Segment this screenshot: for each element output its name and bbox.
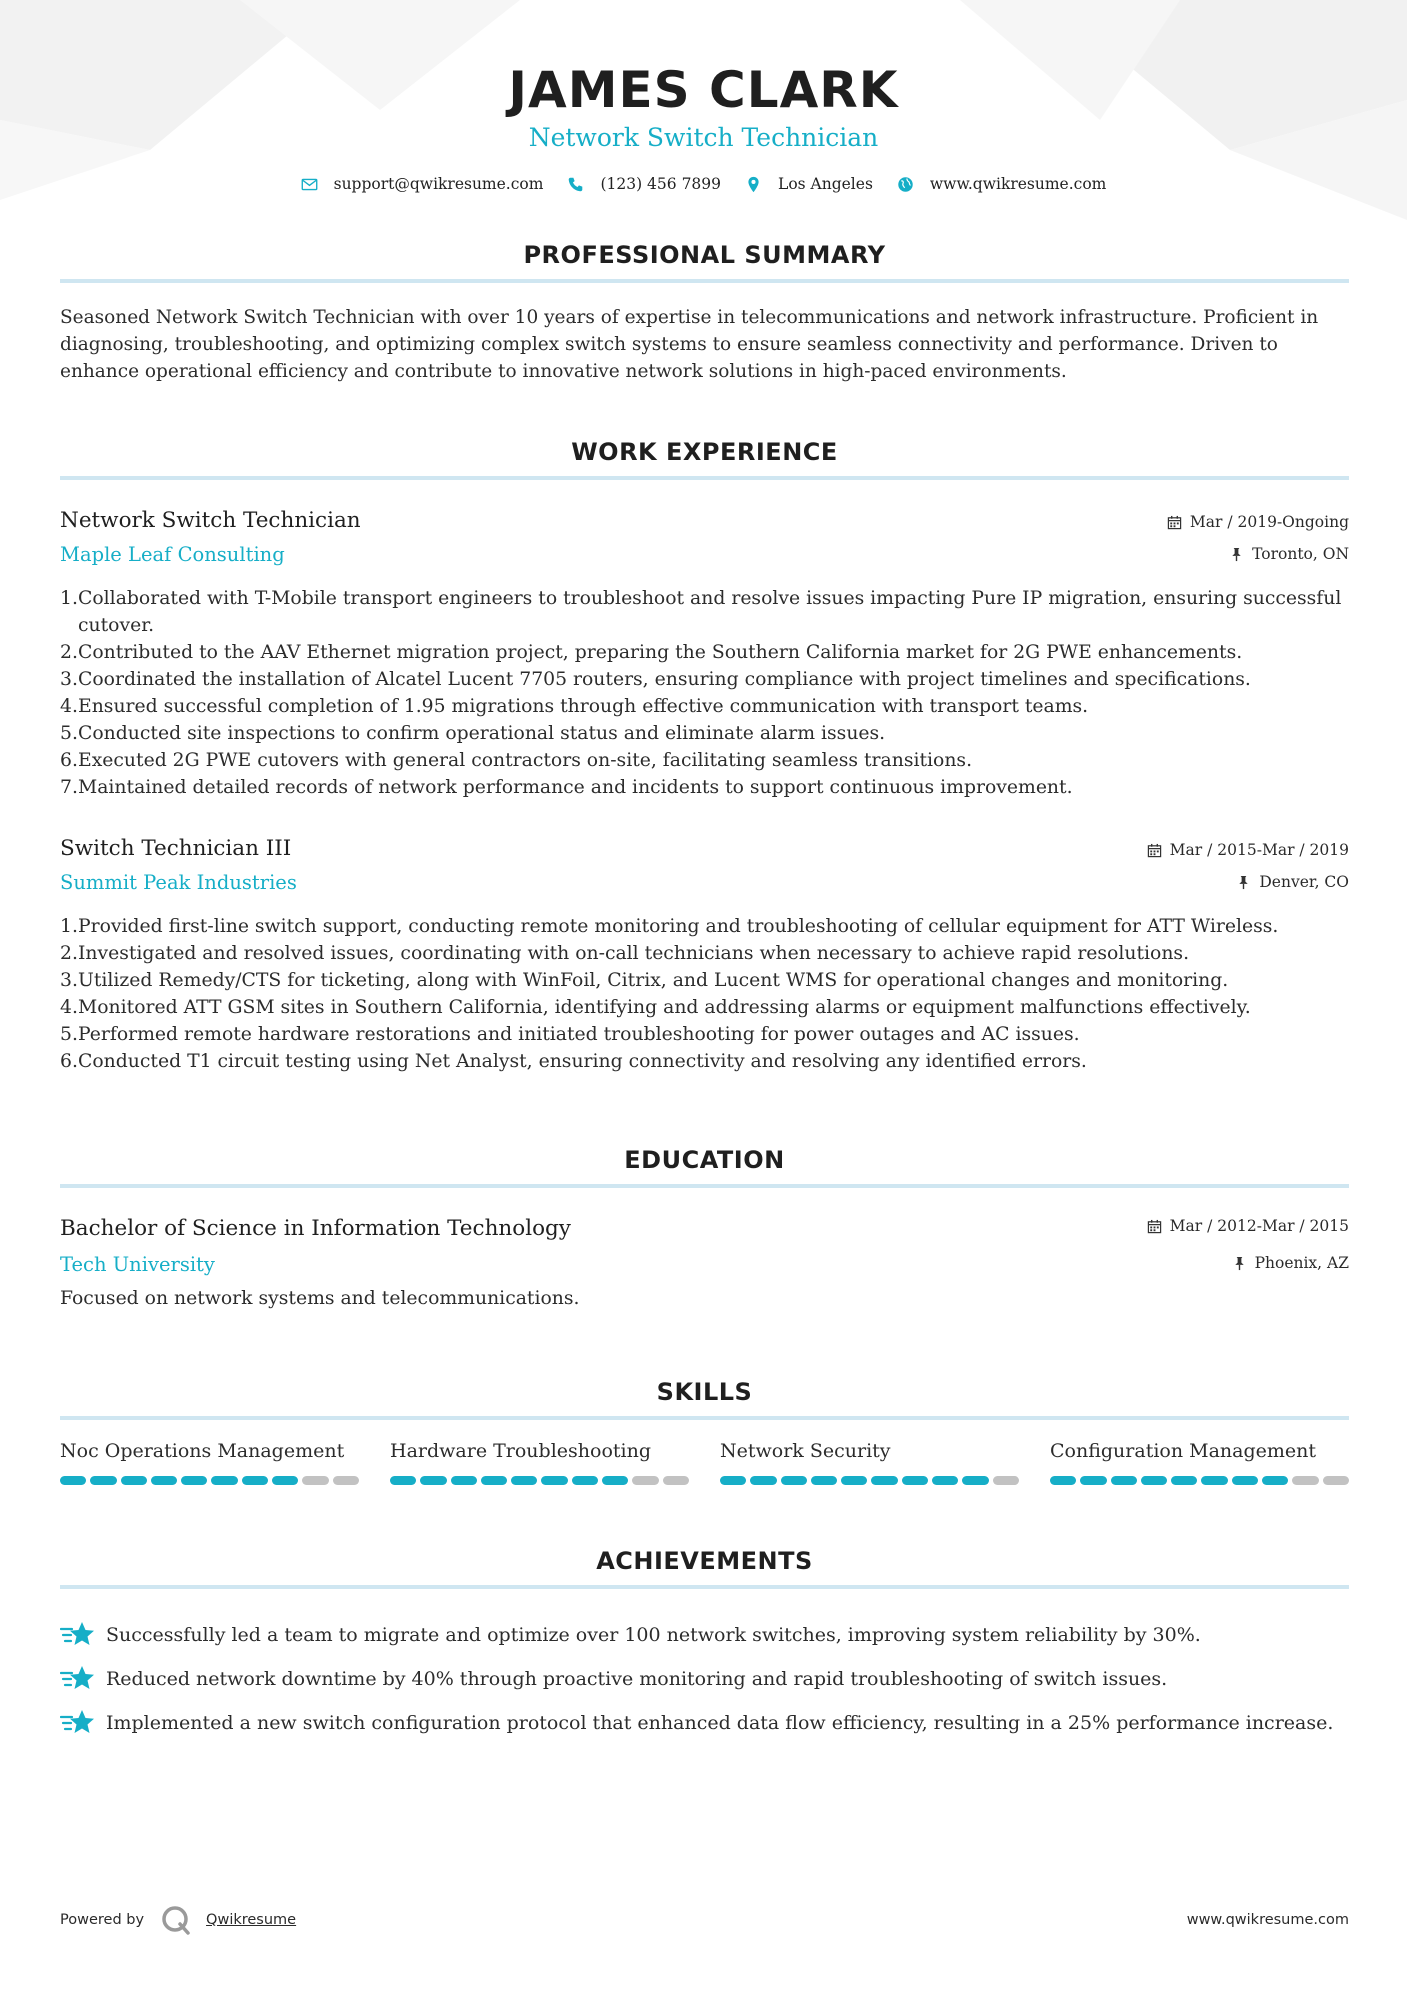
globe-icon — [897, 176, 914, 193]
skill-segment-filled — [902, 1476, 928, 1485]
skill-segment-filled — [181, 1476, 207, 1485]
skill-item — [720, 1438, 1019, 1485]
job-title: Switch Technician III — [60, 836, 292, 861]
envelope-icon — [301, 176, 318, 193]
qwikresume-logo-icon — [160, 1904, 192, 1936]
list-item: 5. Conducted site inspections to confirm operational status and eliminate alarm issues. — [60, 723, 886, 744]
skill-item — [1050, 1438, 1349, 1485]
summary-divider — [60, 279, 1349, 283]
list-item: 1. Provided first-line switch support, conducting remote monitoring and troubleshooting of cellular equipment for ATT Wireless. — [60, 916, 1279, 937]
skill-segment-filled — [602, 1476, 628, 1485]
footer-website[interactable]: www.qwikresume.com — [1186, 1912, 1349, 1928]
list-item: 4. Monitored ATT GSM sites in Southern California, identifying and addressing alarms or equipment malfunctions effectively. — [60, 997, 1251, 1018]
skill-segment-filled — [1171, 1476, 1197, 1485]
skill-segment-filled — [932, 1476, 958, 1485]
list-item: 2. Contributed to the AAV Ethernet migration project, preparing the Southern California market for 2G PWE enhancements. — [60, 642, 1243, 663]
achievements-divider — [60, 1585, 1349, 1589]
skill-item — [60, 1438, 359, 1485]
powered-by — [60, 1904, 296, 1936]
skill-segment-filled — [151, 1476, 177, 1485]
education-section — [60, 1145, 1349, 1188]
list-item: 6. Executed 2G PWE cutovers with general contractors on-site, facilitating seamless transitions. — [60, 750, 973, 771]
skill-segment-filled — [451, 1476, 477, 1485]
achievement-text: Reduced network downtime by 40% through proactive monitoring and rapid troubleshooting of switch issues. — [106, 1668, 1168, 1690]
achievements-list — [60, 1613, 1349, 1745]
skill-segment-filled — [541, 1476, 567, 1485]
skills-list — [60, 1438, 1349, 1485]
job-date — [1167, 513, 1349, 531]
job-header — [60, 507, 1349, 567]
skill-segment-empty — [1292, 1476, 1318, 1485]
education-location — [1232, 1254, 1349, 1272]
skill-segment-filled — [572, 1476, 598, 1485]
skill-segment-empty — [663, 1476, 689, 1485]
skill-segment-empty — [632, 1476, 658, 1485]
achievement-item — [60, 1613, 1349, 1657]
job-company: Maple Leaf Consulting — [60, 543, 285, 566]
list-item: 5. Performed remote hardware restorations and initiated troubleshooting for power outages and AC issues. — [60, 1024, 1080, 1045]
skill-segment-filled — [420, 1476, 446, 1485]
calendar-icon — [1147, 843, 1162, 858]
powered-by-label: Powered by — [60, 1912, 145, 1928]
candidate-name: JAMES CLARK — [508, 61, 899, 119]
contact-website[interactable] — [897, 175, 1106, 193]
job-header — [60, 835, 1349, 895]
shooting-star-icon — [60, 1708, 94, 1738]
achievement-text: Implemented a new switch configuration protocol that enhanced data flow efficiency, resulting in a 25% performance increase. — [106, 1712, 1334, 1734]
summary-section — [60, 240, 1349, 385]
skill-level-bar — [60, 1476, 359, 1485]
skill-segment-filled — [390, 1476, 416, 1485]
education-header — [60, 1215, 1349, 1279]
list-item: 1. Collaborated with T-Mobile transport engineers to troubleshoot and resolve issues impacting Pure IP migration, ensuring successful cutover. — [60, 588, 1342, 636]
list-item: 2. Investigated and resolved issues, coordinating with on-call technicians when necessary to achieve rapid resolutions. — [60, 943, 1190, 964]
skill-segment-filled — [962, 1476, 988, 1485]
contact-website-text: www.qwikresume.com — [929, 175, 1107, 193]
skill-segment-filled — [1262, 1476, 1288, 1485]
experience-section — [60, 437, 1349, 480]
skill-segment-filled — [720, 1476, 746, 1485]
skill-segment-filled — [1201, 1476, 1227, 1485]
achievement-item — [60, 1657, 1349, 1701]
list-item: 3. Utilized Remedy/CTS for ticketing, along with WinFoil, Citrix, and Lucent WMS for operational changes and monitoring. — [60, 970, 1229, 991]
experience-divider — [60, 476, 1349, 480]
summary-text: Seasoned Network Switch Technician with over 10 years of expertise in telecommunications and network infrastructure. Proficient in diagnosing, troubleshooting, and optimizing complex switch systems to ensure seamless connectivity and performance. Driven to enhance operational efficiency and contribute to innovative network solutions in high-paced environments. — [60, 307, 1319, 382]
education-date-text: Mar / 2012-Mar / 2015 — [1169, 1217, 1349, 1235]
shooting-star-icon — [60, 1620, 94, 1650]
summary-heading: PROFESSIONAL SUMMARY — [523, 241, 886, 269]
job-responsibilities — [60, 913, 1349, 1075]
achievement-text: Successfully led a team to migrate and optimize over 100 network switches, improving system reliability by 30%. — [106, 1624, 1201, 1646]
job-location — [1236, 873, 1349, 891]
skill-segment-filled — [511, 1476, 537, 1485]
skill-segment-filled — [750, 1476, 776, 1485]
skill-segment-filled — [871, 1476, 897, 1485]
pushpin-icon — [1236, 875, 1251, 890]
job-date-text: Mar / 2015-Mar / 2019 — [1169, 841, 1349, 859]
list-item: 7. Maintained detailed records of network performance and incidents to support continuous improvement. — [60, 777, 1073, 798]
contact-phone-text: (123) 456 7899 — [600, 175, 722, 193]
skill-segment-filled — [1232, 1476, 1258, 1485]
skill-segment-filled — [90, 1476, 116, 1485]
skill-level-bar — [1050, 1476, 1349, 1485]
skill-segment-filled — [60, 1476, 86, 1485]
skill-segment-filled — [1111, 1476, 1137, 1485]
job-title: Network Switch Technician — [60, 508, 361, 533]
resume-header — [0, 0, 1407, 193]
education-divider — [60, 1184, 1349, 1188]
achievement-item — [60, 1701, 1349, 1745]
skill-segment-filled — [1050, 1476, 1076, 1485]
degree-title: Bachelor of Science in Information Technology — [60, 1216, 571, 1241]
education-entry — [60, 1215, 1349, 1312]
calendar-icon — [1167, 515, 1182, 530]
job-entry — [60, 507, 1349, 801]
skill-segment-empty — [333, 1476, 359, 1485]
skill-segment-filled — [481, 1476, 507, 1485]
skill-segment-empty — [302, 1476, 328, 1485]
skill-name: Network Security — [720, 1440, 891, 1462]
job-location-text: Toronto, ON — [1252, 545, 1349, 563]
skill-segment-filled — [272, 1476, 298, 1485]
skills-section — [60, 1377, 1349, 1485]
skill-segment-filled — [1141, 1476, 1167, 1485]
skills-heading: SKILLS — [656, 1378, 753, 1406]
skill-segment-filled — [242, 1476, 268, 1485]
page-footer — [60, 1900, 1349, 1940]
skill-name: Hardware Troubleshooting — [390, 1440, 651, 1462]
skill-name: Configuration Management — [1050, 1440, 1317, 1462]
candidate-title: Network Switch Technician — [528, 123, 879, 152]
skill-name: Noc Operations Management — [60, 1440, 345, 1462]
list-item: 4. Ensured successful completion of 1.95 migrations through effective communication with transport teams. — [60, 696, 1089, 717]
calendar-icon — [1147, 1219, 1162, 1234]
contact-phone[interactable] — [567, 175, 721, 193]
pushpin-icon — [1229, 547, 1244, 562]
experience-heading: WORK EXPERIENCE — [571, 438, 838, 466]
skill-segment-filled — [1080, 1476, 1106, 1485]
skill-segment-filled — [121, 1476, 147, 1485]
skill-level-bar — [720, 1476, 1019, 1485]
contact-email[interactable] — [301, 175, 544, 193]
achievements-section — [60, 1546, 1349, 1745]
contact-location-text: Los Angeles — [778, 175, 873, 193]
list-item: 6. Conducted T1 circuit testing using Net Analyst, ensuring connectivity and resolving any identified errors. — [60, 1051, 1087, 1072]
job-date-text: Mar / 2019-Ongoing — [1189, 513, 1349, 531]
contact-bar — [0, 175, 1407, 193]
school-name: Tech University — [60, 1253, 215, 1276]
skill-item — [390, 1438, 689, 1485]
skills-divider — [60, 1416, 1349, 1420]
job-location — [1229, 545, 1349, 563]
list-item: 3. Coordinated the installation of Alcatel Lucent 7705 routers, ensuring compliance with project timelines and specifications. — [60, 669, 1251, 690]
skill-segment-filled — [781, 1476, 807, 1485]
job-entry — [60, 835, 1349, 1075]
education-description: Focused on network systems and telecommunications. — [60, 1288, 580, 1309]
map-pin-icon — [745, 176, 762, 193]
education-location-text: Phoenix, AZ — [1254, 1254, 1349, 1272]
skill-segment-filled — [841, 1476, 867, 1485]
job-responsibilities — [60, 585, 1349, 801]
qwikresume-link[interactable]: Qwikresume — [206, 1912, 297, 1928]
skill-segment-empty — [993, 1476, 1019, 1485]
pushpin-icon — [1232, 1256, 1247, 1271]
skill-segment-filled — [211, 1476, 237, 1485]
contact-location — [745, 175, 873, 193]
shooting-star-icon — [60, 1664, 94, 1694]
skill-level-bar — [390, 1476, 689, 1485]
job-location-text: Denver, CO — [1259, 873, 1349, 891]
job-date — [1147, 841, 1349, 859]
phone-icon — [567, 176, 584, 193]
contact-email-text: support@qwikresume.com — [333, 175, 544, 193]
education-heading: EDUCATION — [624, 1146, 785, 1174]
skill-segment-empty — [1323, 1476, 1349, 1485]
job-company: Summit Peak Industries — [60, 871, 297, 894]
education-date — [1147, 1217, 1349, 1235]
skill-segment-filled — [811, 1476, 837, 1485]
achievements-heading: ACHIEVEMENTS — [596, 1547, 813, 1575]
